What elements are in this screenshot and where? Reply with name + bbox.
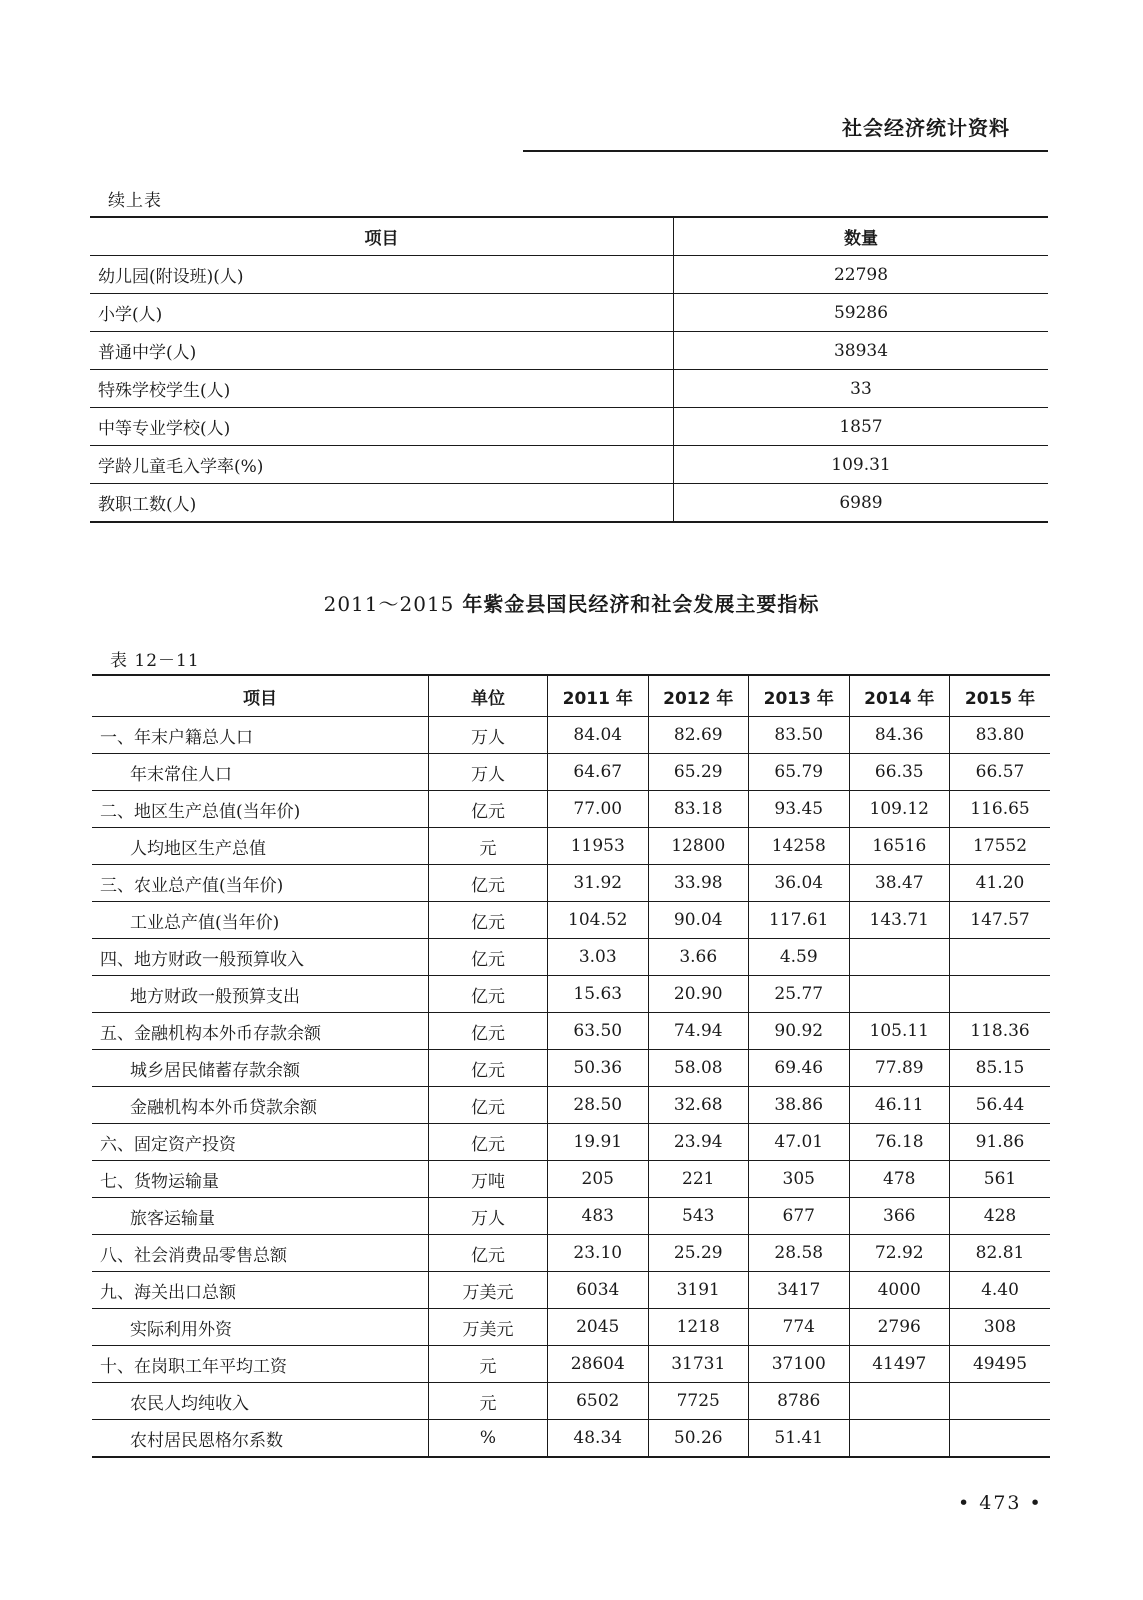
- table-row: [92, 939, 1050, 976]
- cell-value-2013: 774: [749, 1309, 850, 1346]
- row-item-label: 中等专业学校(人): [90, 408, 674, 446]
- cell-value-2012: 82.69: [648, 717, 749, 754]
- row-item-label: 六、固定资产投资: [92, 1124, 429, 1161]
- cell-value-2014: [849, 939, 950, 976]
- cell-value-2011: 6034: [548, 1272, 649, 1309]
- cell-value-2012: 31731: [648, 1346, 749, 1383]
- row-quantity-value: 59286: [674, 294, 1049, 332]
- cell-value-2014: 2796: [849, 1309, 950, 1346]
- table-row: [90, 256, 1048, 294]
- cell-value-2013: 28.58: [749, 1235, 850, 1272]
- table-row: [92, 1087, 1050, 1124]
- cell-value-2012: 20.90: [648, 976, 749, 1013]
- col-header-unit: 单位: [429, 675, 548, 717]
- cell-value-2012: 50.26: [648, 1420, 749, 1458]
- row-unit: 亿元: [429, 865, 548, 902]
- row-unit: 亿元: [429, 939, 548, 976]
- cell-value-2015: 308: [950, 1309, 1051, 1346]
- col-header-item: 项目: [92, 675, 429, 717]
- cell-value-2013: 3417: [749, 1272, 850, 1309]
- cell-value-2011: 48.34: [548, 1420, 649, 1458]
- table-row: [92, 828, 1050, 865]
- table-row: [92, 1235, 1050, 1272]
- row-item-label: 三、农业总产值(当年价): [92, 865, 429, 902]
- cell-value-2015: [950, 976, 1051, 1013]
- cell-value-2011: 77.00: [548, 791, 649, 828]
- row-item-label: 金融机构本外币贷款余额: [92, 1087, 429, 1124]
- cell-value-2013: 90.92: [749, 1013, 850, 1050]
- row-item-label: 十、在岗职工年平均工资: [92, 1346, 429, 1383]
- row-item-label: 五、金融机构本外币存款余额: [92, 1013, 429, 1050]
- cell-value-2015: 116.65: [950, 791, 1051, 828]
- row-item-label: 旅客运输量: [92, 1198, 429, 1235]
- cell-value-2013: 25.77: [749, 976, 850, 1013]
- cell-value-2013: 37100: [749, 1346, 850, 1383]
- cell-value-2011: 104.52: [548, 902, 649, 939]
- cell-value-2014: 143.71: [849, 902, 950, 939]
- table-row: [92, 717, 1050, 754]
- table-row: [90, 332, 1048, 370]
- row-unit: 亿元: [429, 1087, 548, 1124]
- table-row: [92, 1309, 1050, 1346]
- row-item-label: 年末常住人口: [92, 754, 429, 791]
- table-row: [90, 446, 1048, 484]
- row-unit: 元: [429, 1383, 548, 1420]
- cell-value-2014: 105.11: [849, 1013, 950, 1050]
- cell-value-2011: 28604: [548, 1346, 649, 1383]
- cell-value-2012: 221: [648, 1161, 749, 1198]
- cell-value-2013: 677: [749, 1198, 850, 1235]
- cell-value-2011: 2045: [548, 1309, 649, 1346]
- cell-value-2014: 76.18: [849, 1124, 950, 1161]
- main-table-title-years: 2011～2015: [323, 592, 455, 616]
- row-unit: 万人: [429, 1198, 548, 1235]
- cell-value-2011: 23.10: [548, 1235, 649, 1272]
- main-indicators-table: [92, 674, 1050, 1458]
- cell-value-2015: 118.36: [950, 1013, 1051, 1050]
- col-header-2013: 2013 年: [749, 675, 850, 717]
- row-item-label: 工业总产值(当年价): [92, 902, 429, 939]
- row-item-label: 幼儿园(附设班)(人): [90, 256, 674, 294]
- cell-value-2015: [950, 1383, 1051, 1420]
- cell-value-2014: [849, 1383, 950, 1420]
- col-header-quantity: 数量: [674, 217, 1049, 256]
- cell-value-2012: 58.08: [648, 1050, 749, 1087]
- cell-value-2015: 4.40: [950, 1272, 1051, 1309]
- cell-value-2015: [950, 939, 1051, 976]
- cell-value-2013: 93.45: [749, 791, 850, 828]
- cell-value-2013: 51.41: [749, 1420, 850, 1458]
- cell-value-2015: 428: [950, 1198, 1051, 1235]
- main-table-title: [0, 588, 1143, 617]
- cell-value-2011: 3.03: [548, 939, 649, 976]
- cell-value-2012: 12800: [648, 828, 749, 865]
- col-header-item: 项目: [90, 217, 674, 256]
- row-item-label: 城乡居民储蓄存款余额: [92, 1050, 429, 1087]
- row-unit: 万吨: [429, 1161, 548, 1198]
- row-item-label: 农村居民恩格尔系数: [92, 1420, 429, 1458]
- table-row: [92, 1272, 1050, 1309]
- cell-value-2011: 6502: [548, 1383, 649, 1420]
- row-unit: 亿元: [429, 976, 548, 1013]
- row-unit: 亿元: [429, 1050, 548, 1087]
- row-item-label: 农民人均纯收入: [92, 1383, 429, 1420]
- row-item-label: 人均地区生产总值: [92, 828, 429, 865]
- cell-value-2012: 25.29: [648, 1235, 749, 1272]
- col-header-2011: 2011 年: [548, 675, 649, 717]
- cell-value-2015: 41.20: [950, 865, 1051, 902]
- row-item-label: 四、地方财政一般预算收入: [92, 939, 429, 976]
- cell-value-2011: 28.50: [548, 1087, 649, 1124]
- table-row: [90, 484, 1048, 523]
- table-row: [92, 1346, 1050, 1383]
- cell-value-2011: 50.36: [548, 1050, 649, 1087]
- row-quantity-value: 33: [674, 370, 1049, 408]
- row-item-label: 地方财政一般预算支出: [92, 976, 429, 1013]
- cell-value-2015: 82.81: [950, 1235, 1051, 1272]
- cell-value-2012: 23.94: [648, 1124, 749, 1161]
- cell-value-2011: 63.50: [548, 1013, 649, 1050]
- cell-value-2012: 1218: [648, 1309, 749, 1346]
- cell-value-2015: 85.15: [950, 1050, 1051, 1087]
- cell-value-2015: 83.80: [950, 717, 1051, 754]
- row-item-label: 普通中学(人): [90, 332, 674, 370]
- cell-value-2011: 483: [548, 1198, 649, 1235]
- row-item-label: 一、年末户籍总人口: [92, 717, 429, 754]
- cell-value-2011: 11953: [548, 828, 649, 865]
- main-table-body: [92, 717, 1050, 1458]
- row-unit: 亿元: [429, 1235, 548, 1272]
- row-unit: 亿元: [429, 1124, 548, 1161]
- row-quantity-value: 1857: [674, 408, 1049, 446]
- cell-value-2013: 305: [749, 1161, 850, 1198]
- continued-table-header-row: [90, 217, 1048, 256]
- main-table-header-row: [92, 675, 1050, 717]
- cell-value-2014: 4000: [849, 1272, 950, 1309]
- cell-value-2012: 90.04: [648, 902, 749, 939]
- row-item-label: 九、海关出口总额: [92, 1272, 429, 1309]
- cell-value-2015: [950, 1420, 1051, 1458]
- row-unit: 亿元: [429, 902, 548, 939]
- cell-value-2013: 117.61: [749, 902, 850, 939]
- table-row: [92, 1050, 1050, 1087]
- continued-table-caption: 续上表: [108, 191, 162, 211]
- cell-value-2011: 15.63: [548, 976, 649, 1013]
- cell-value-2012: 83.18: [648, 791, 749, 828]
- page-number: • 473 •: [958, 1492, 1043, 1514]
- row-unit: 亿元: [429, 791, 548, 828]
- table-row: [90, 408, 1048, 446]
- cell-value-2014: [849, 976, 950, 1013]
- row-item-label: 实际利用外资: [92, 1309, 429, 1346]
- col-header-2015: 2015 年: [950, 675, 1051, 717]
- cell-value-2012: 7725: [648, 1383, 749, 1420]
- row-item-label: 教职工数(人): [90, 484, 674, 523]
- table-row: [92, 791, 1050, 828]
- row-item-label: 小学(人): [90, 294, 674, 332]
- table-row: [92, 1198, 1050, 1235]
- table-row: [90, 370, 1048, 408]
- row-item-label: 特殊学校学生(人): [90, 370, 674, 408]
- col-header-2012: 2012 年: [648, 675, 749, 717]
- row-quantity-value: 22798: [674, 256, 1049, 294]
- table-row: [92, 1383, 1050, 1420]
- cell-value-2015: 147.57: [950, 902, 1051, 939]
- header-rule: [523, 150, 1048, 152]
- table-row: [92, 902, 1050, 939]
- cell-value-2012: 3191: [648, 1272, 749, 1309]
- continued-table: [90, 216, 1048, 523]
- cell-value-2012: 543: [648, 1198, 749, 1235]
- cell-value-2014: 109.12: [849, 791, 950, 828]
- cell-value-2015: 561: [950, 1161, 1051, 1198]
- row-item-label: 八、社会消费品零售总额: [92, 1235, 429, 1272]
- row-quantity-value: 109.31: [674, 446, 1049, 484]
- continued-table-body: [90, 256, 1048, 523]
- table-row: [92, 1161, 1050, 1198]
- row-unit: 亿元: [429, 1013, 548, 1050]
- table-row: [92, 1420, 1050, 1458]
- cell-value-2013: 38.86: [749, 1087, 850, 1124]
- cell-value-2012: 32.68: [648, 1087, 749, 1124]
- row-item-label: 七、货物运输量: [92, 1161, 429, 1198]
- cell-value-2013: 69.46: [749, 1050, 850, 1087]
- cell-value-2015: 91.86: [950, 1124, 1051, 1161]
- row-unit: 元: [429, 828, 548, 865]
- cell-value-2015: 66.57: [950, 754, 1051, 791]
- table-row: [92, 1013, 1050, 1050]
- cell-value-2012: 74.94: [648, 1013, 749, 1050]
- running-header-title: 社会经济统计资料: [842, 116, 1010, 140]
- cell-value-2015: 49495: [950, 1346, 1051, 1383]
- table-row: [92, 1124, 1050, 1161]
- cell-value-2013: 36.04: [749, 865, 850, 902]
- row-unit: 万美元: [429, 1309, 548, 1346]
- cell-value-2014: 77.89: [849, 1050, 950, 1087]
- cell-value-2013: 8786: [749, 1383, 850, 1420]
- cell-value-2013: 47.01: [749, 1124, 850, 1161]
- cell-value-2011: 19.91: [548, 1124, 649, 1161]
- cell-value-2013: 83.50: [749, 717, 850, 754]
- cell-value-2014: 41497: [849, 1346, 950, 1383]
- cell-value-2014: 66.35: [849, 754, 950, 791]
- cell-value-2012: 3.66: [648, 939, 749, 976]
- cell-value-2014: 16516: [849, 828, 950, 865]
- row-quantity-value: 38934: [674, 332, 1049, 370]
- row-unit: 万美元: [429, 1272, 548, 1309]
- cell-value-2014: 72.92: [849, 1235, 950, 1272]
- row-unit: 万人: [429, 717, 548, 754]
- cell-value-2011: 205: [548, 1161, 649, 1198]
- cell-value-2014: 84.36: [849, 717, 950, 754]
- cell-value-2014: 366: [849, 1198, 950, 1235]
- row-unit: %: [429, 1420, 548, 1458]
- cell-value-2013: 65.79: [749, 754, 850, 791]
- row-unit: 元: [429, 1346, 548, 1383]
- row-quantity-value: 6989: [674, 484, 1049, 523]
- table-row: [92, 754, 1050, 791]
- cell-value-2014: [849, 1420, 950, 1458]
- cell-value-2012: 65.29: [648, 754, 749, 791]
- cell-value-2013: 14258: [749, 828, 850, 865]
- cell-value-2013: 4.59: [749, 939, 850, 976]
- table-row: [90, 294, 1048, 332]
- main-table-title-text: 年紫金县国民经济和社会发展主要指标: [462, 592, 820, 616]
- table-row: [92, 976, 1050, 1013]
- row-item-label: 二、地区生产总值(当年价): [92, 791, 429, 828]
- main-table-number: 表 12－11: [110, 651, 200, 671]
- row-item-label: 学龄儿童毛入学率(%): [90, 446, 674, 484]
- cell-value-2012: 33.98: [648, 865, 749, 902]
- cell-value-2011: 84.04: [548, 717, 649, 754]
- cell-value-2011: 31.92: [548, 865, 649, 902]
- cell-value-2011: 64.67: [548, 754, 649, 791]
- row-unit: 万人: [429, 754, 548, 791]
- cell-value-2014: 46.11: [849, 1087, 950, 1124]
- cell-value-2015: 56.44: [950, 1087, 1051, 1124]
- cell-value-2015: 17552: [950, 828, 1051, 865]
- cell-value-2014: 38.47: [849, 865, 950, 902]
- cell-value-2014: 478: [849, 1161, 950, 1198]
- table-row: [92, 865, 1050, 902]
- col-header-2014: 2014 年: [849, 675, 950, 717]
